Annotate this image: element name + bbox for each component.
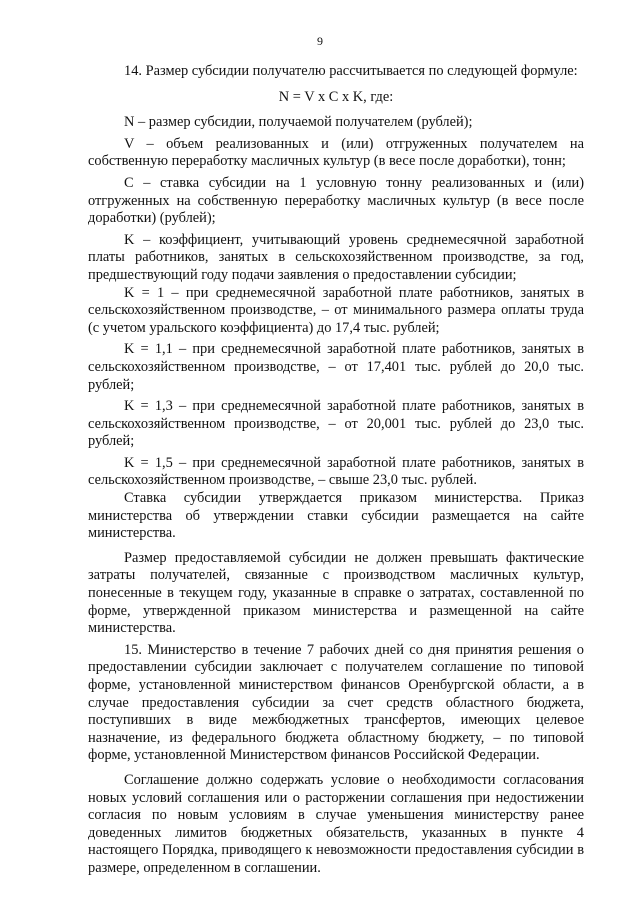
paragraph-rate-approval: Ставка субсидии утверждается приказом министерства. Приказ министерства об утверждении ставки субсидии размещается на сайте министерства. [88, 490, 584, 542]
paragraph-14-intro: 14. Размер субсидии получателю рассчитывается по следующей формуле: [124, 63, 578, 79]
paragraph-c-definition: С – ставка субсидии на 1 условную тонну реализованных и (или) отгруженных на собственную переработку масличных культур (в весе после доработки) (рублей); [88, 174, 584, 227]
page-number: 9 [317, 34, 323, 48]
paragraph-k1-5: K = 1,5 – при среднемесячной заработной плате работников, занятых в сельскохозяйственном производстве, – свыше 23,0 тыс. рублей. [88, 454, 584, 489]
paragraph-k1: K = 1 – при среднемесячной заработной плате работников, занятых в сельскохозяйственном производстве, – от минимального размера оплаты труда (с учетом уральского коэффициента) до 17,4 тыс. рублей; [88, 284, 584, 336]
formula: N = V x C x K, где: [278, 88, 394, 105]
paragraph-k1-3: K = 1,3 – при среднемесячной заработной плате работников, занятых в сельскохозяйственном производстве, – от 20,001 тыс. рублей до 23,0 тыс. рублей; [88, 398, 584, 450]
paragraph-agreement-conditions: Соглашение должно содержать условие о необходимости согласования новых условий соглашения или о расторжении соглашения при недостижении согласия по новым условиям в случае уменьшения министерству ранее доведенных лимитов бюджетных обязательств, указанных в пункте 4 настоящего Порядка, приводящего к невозможности предоставления субсидии в размере, определенном в соглашении. [88, 771, 584, 876]
paragraph-subsidy-limit: Размер предоставляемой субсидии не должен превышать фактические затраты получателей, связанные с производством масличных культур, понесенные в текущем году, указанные в справке о затратах, составленной по форме, утвержденной приказом министерства и размещенной на сайте министерства. [88, 549, 584, 637]
document-body [88, 63, 584, 878]
paragraph-k1-1: K = 1,1 – при среднемесячной заработной плате работников, занятых в сельскохозяйственном производстве, – от 17,401 тыс. рублей до 20,0 тыс. рублей; [88, 341, 584, 393]
paragraph-v-definition: V – объем реализованных и (или) отгруженных получателем на собственную переработку масличных культур (в весе после доработки), тонн; [88, 135, 584, 170]
paragraph-n-definition: N – размер субсидии, получаемой получателем (рублей); [124, 114, 473, 131]
paragraph-k-definition: K – коэффициент, учитывающий уровень среднемесячной заработной платы работников, занятых в сельскохозяйственном производстве, за год, предшествующий году подачи заявления о предоставлении субсидии; [88, 231, 584, 283]
paragraph-15-agreement: 15. Министерство в течение 7 рабочих дней со дня принятия решения о предоставлении субсидии заключает с получателем соглашение по типовой форме, установленной министерством финансов Оренбургской области, а в случае предоставления субсидии за счет средств областного бюджета, поступивших в виде межбюджетных трансфертов, имеющих целевое назначение, из федерального бюджета областному бюджету, – по типовой форме, установленной Министерством финансов Российской Федерации. [88, 641, 584, 764]
